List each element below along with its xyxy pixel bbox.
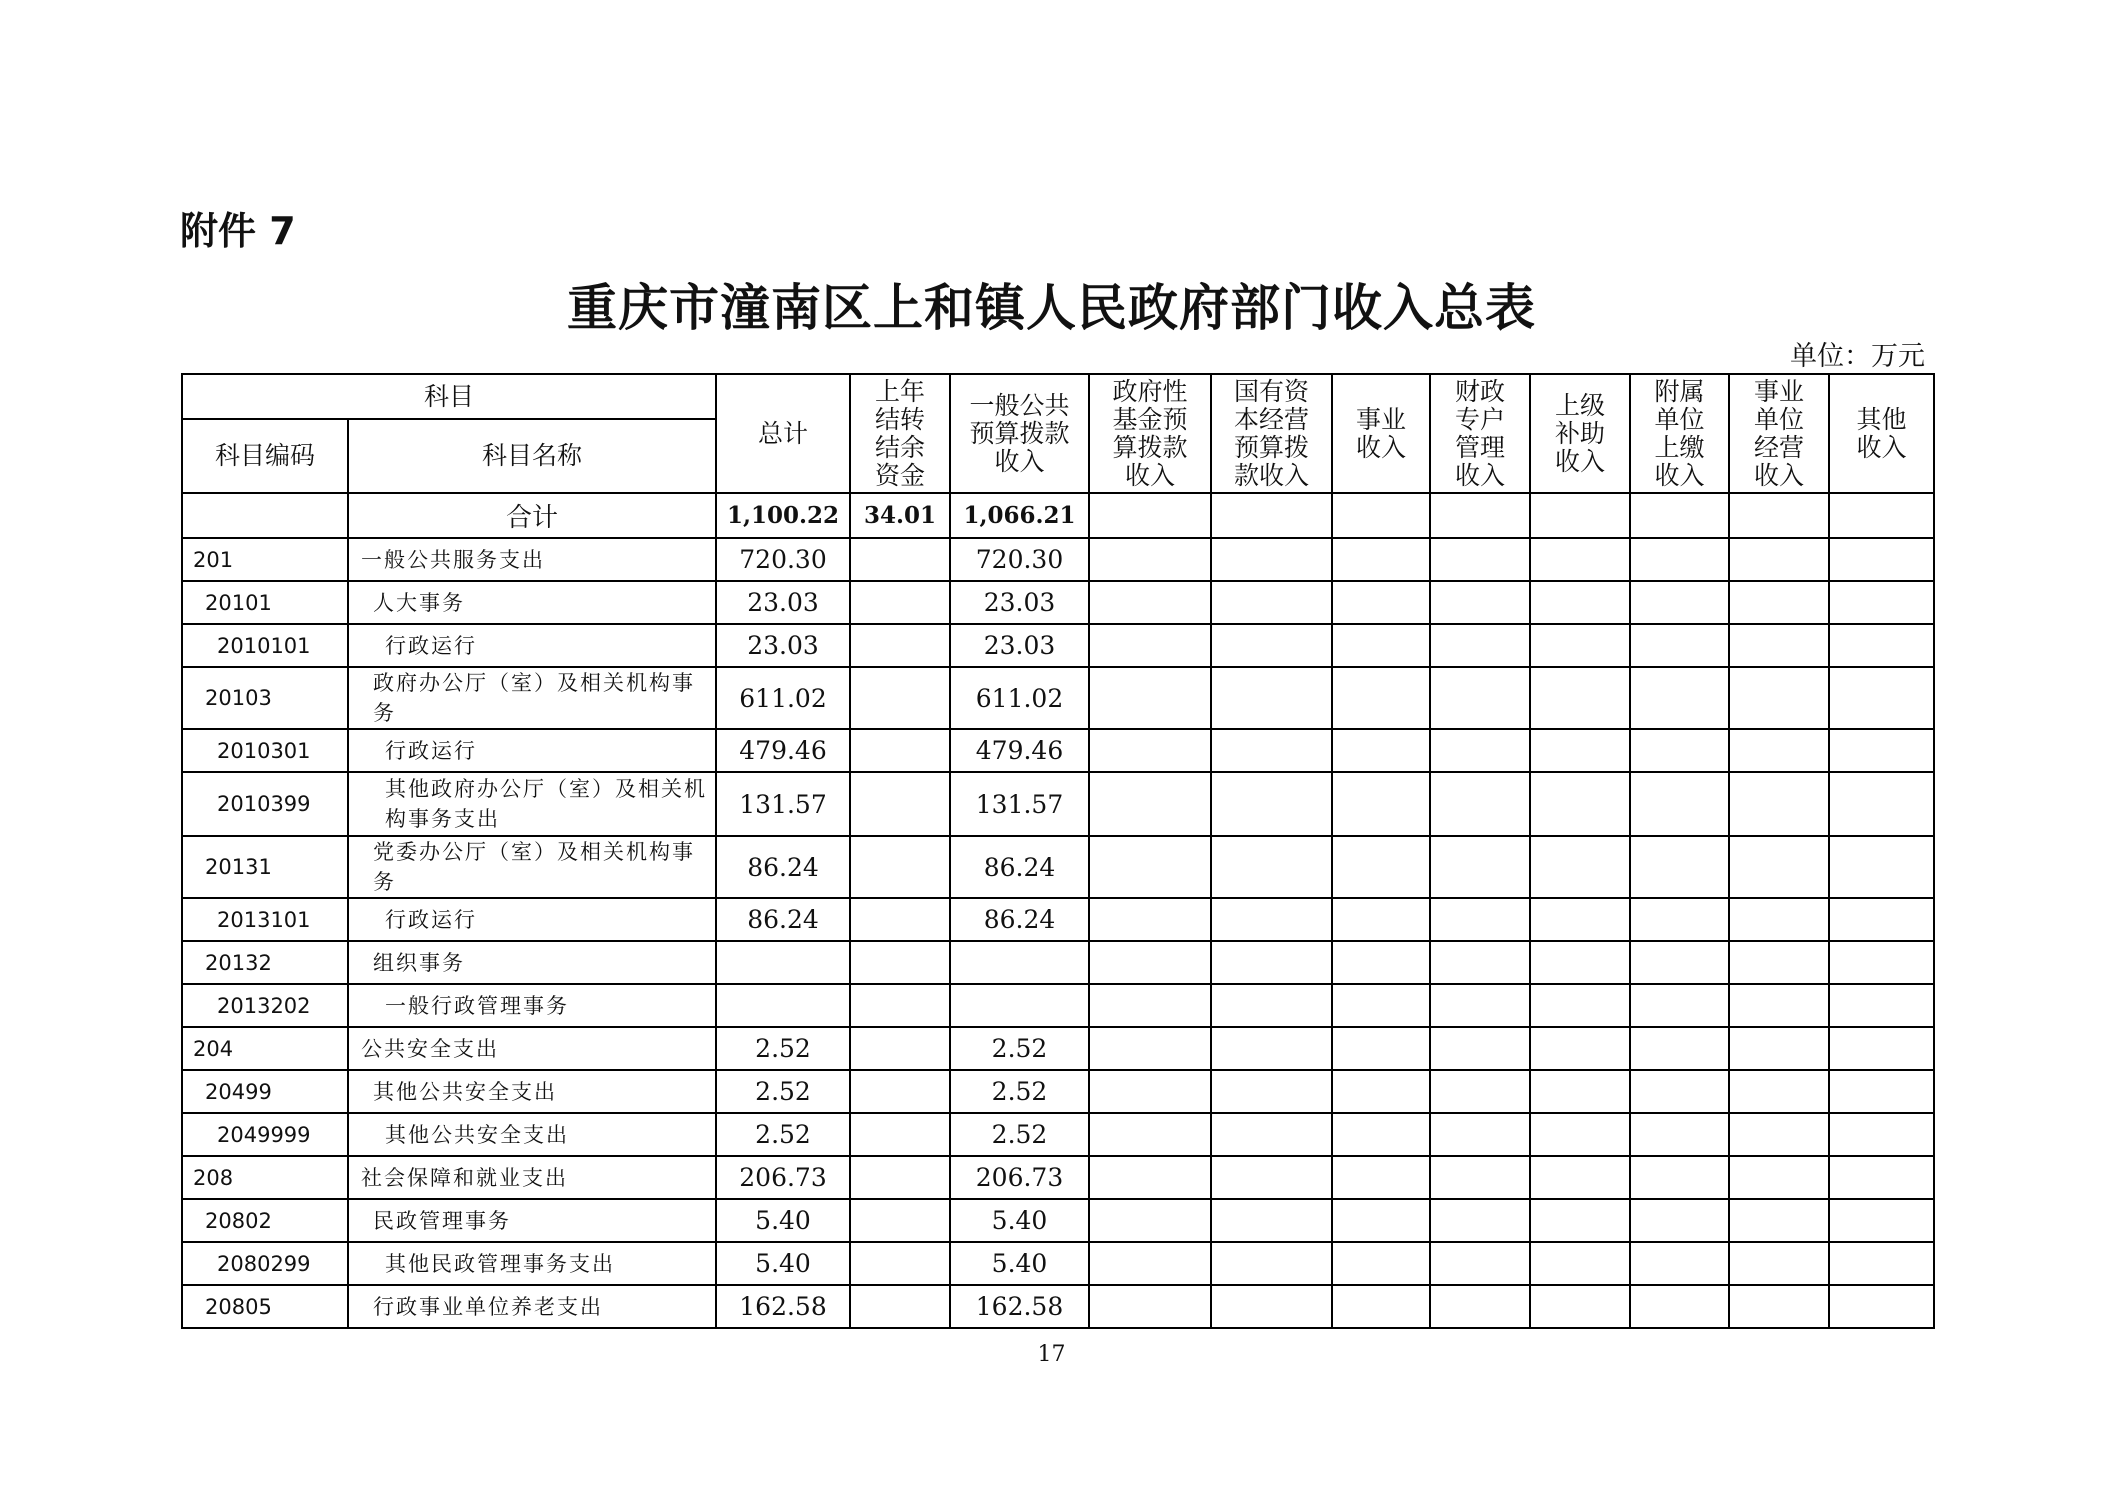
empty-cell	[1530, 1242, 1630, 1285]
empty-cell	[1630, 1285, 1729, 1328]
subject-name-cell: 行政运行	[348, 624, 716, 667]
empty-cell	[1530, 729, 1630, 772]
subject-name-cell: 其他政府办公厅（室）及相关机构事务支出	[348, 772, 716, 836]
empty-cell	[1729, 1156, 1829, 1199]
header-subject-code: 科目编码	[182, 419, 348, 493]
empty-cell	[1430, 941, 1530, 984]
empty-cell	[1211, 1199, 1332, 1242]
general-budget-cell: 2.52	[950, 1070, 1089, 1113]
empty-cell	[1089, 898, 1211, 941]
general-budget-cell: 5.40	[950, 1242, 1089, 1285]
empty-cell	[1729, 667, 1829, 729]
subject-code-cell: 2080299	[182, 1242, 348, 1285]
subject-group-header: 科目	[182, 374, 716, 419]
empty-cell	[1332, 1199, 1430, 1242]
total-cell: 206.73	[716, 1156, 850, 1199]
empty-cell	[1089, 1027, 1211, 1070]
total-cell: 720.30	[716, 538, 850, 581]
table-row	[182, 624, 1934, 667]
empty-cell	[1829, 1156, 1934, 1199]
general-budget-cell: 479.46	[950, 729, 1089, 772]
empty-cell	[1630, 1199, 1729, 1242]
table-row	[182, 667, 1934, 729]
subject-name-cell: 其他公共安全支出	[348, 1113, 716, 1156]
empty-cell	[1332, 493, 1430, 538]
empty-cell	[1530, 1113, 1630, 1156]
general-budget-cell: 23.03	[950, 624, 1089, 667]
empty-cell	[1430, 729, 1530, 772]
empty-cell	[1829, 941, 1934, 984]
carryover-cell	[850, 1156, 950, 1199]
general-budget-cell	[950, 941, 1089, 984]
header-subject-name: 科目名称	[348, 419, 716, 493]
empty-cell	[1530, 538, 1630, 581]
empty-cell	[1089, 941, 1211, 984]
empty-cell	[1829, 729, 1934, 772]
empty-cell	[1630, 538, 1729, 581]
empty-cell	[1430, 581, 1530, 624]
empty-cell	[1430, 836, 1530, 898]
subject-code-cell: 201	[182, 538, 348, 581]
empty-cell	[1630, 667, 1729, 729]
empty-cell	[1729, 493, 1829, 538]
empty-cell	[1430, 1070, 1530, 1113]
carryover-cell	[850, 1113, 950, 1156]
subject-code-cell: 20499	[182, 1070, 348, 1113]
page-number: 17	[1037, 1342, 1066, 1367]
empty-cell	[1630, 941, 1729, 984]
header-fiscal-special: 财政 专户 管理 收入	[1430, 374, 1530, 493]
empty-cell	[1089, 1156, 1211, 1199]
empty-cell	[1211, 581, 1332, 624]
empty-cell	[1332, 772, 1430, 836]
empty-cell	[1729, 1027, 1829, 1070]
empty-cell	[1630, 729, 1729, 772]
empty-cell	[1530, 772, 1630, 836]
empty-cell	[1211, 538, 1332, 581]
carryover-cell	[850, 624, 950, 667]
subject-code-cell: 2049999	[182, 1113, 348, 1156]
general-budget-cell: 86.24	[950, 898, 1089, 941]
empty-cell	[1729, 898, 1829, 941]
total-cell: 162.58	[716, 1285, 850, 1328]
subject-code-cell: 20103	[182, 667, 348, 729]
empty-cell	[1530, 493, 1630, 538]
general-budget-cell: 86.24	[950, 836, 1089, 898]
subject-name-cell: 行政运行	[348, 898, 716, 941]
subject-name-cell: 行政事业单位养老支出	[348, 1285, 716, 1328]
empty-cell	[1211, 624, 1332, 667]
carryover-cell	[850, 772, 950, 836]
empty-cell	[1089, 984, 1211, 1027]
table-row	[182, 1156, 1934, 1199]
empty-cell	[1630, 1113, 1729, 1156]
table-row	[182, 1285, 1934, 1328]
empty-cell	[1089, 1113, 1211, 1156]
empty-cell	[1430, 1285, 1530, 1328]
table-row	[182, 1027, 1934, 1070]
subject-code-cell: 20802	[182, 1199, 348, 1242]
empty-cell	[1089, 624, 1211, 667]
empty-cell	[1829, 1070, 1934, 1113]
carryover-cell	[850, 538, 950, 581]
empty-cell	[1829, 493, 1934, 538]
empty-cell	[1630, 984, 1729, 1027]
subject-name-cell: 民政管理事务	[348, 1199, 716, 1242]
empty-cell	[1630, 581, 1729, 624]
empty-cell	[1729, 1199, 1829, 1242]
empty-cell	[1729, 836, 1829, 898]
empty-cell	[1530, 898, 1630, 941]
document-title: 重庆市潼南区上和镇人民政府部门收入总表	[567, 278, 1536, 337]
empty-cell	[1630, 624, 1729, 667]
empty-cell	[1332, 581, 1430, 624]
empty-cell	[1729, 984, 1829, 1027]
empty-cell	[1430, 1113, 1530, 1156]
header-total: 总计	[716, 374, 850, 493]
subject-name-cell: 公共安全支出	[348, 1027, 716, 1070]
unit-label: 单位：万元	[1790, 341, 1925, 372]
empty-cell	[1630, 898, 1729, 941]
empty-cell	[1729, 581, 1829, 624]
total-cell: 2.52	[716, 1070, 850, 1113]
empty-cell	[1630, 772, 1729, 836]
general-budget-cell: 5.40	[950, 1199, 1089, 1242]
empty-cell	[1530, 941, 1630, 984]
table-row	[182, 538, 1934, 581]
subject-name-cell: 组织事务	[348, 941, 716, 984]
table-row	[182, 836, 1934, 898]
empty-cell	[1530, 1070, 1630, 1113]
general-budget-cell: 2.52	[950, 1027, 1089, 1070]
carryover-cell	[850, 667, 950, 729]
attachment-label: 附件 7	[180, 209, 296, 253]
subject-code-cell: 2013101	[182, 898, 348, 941]
empty-cell	[1332, 1285, 1430, 1328]
carryover-cell	[850, 1027, 950, 1070]
empty-cell	[1829, 581, 1934, 624]
total-row	[182, 493, 1934, 538]
empty-cell	[1211, 1070, 1332, 1113]
general-budget-cell: 611.02	[950, 667, 1089, 729]
general-budget-cell	[950, 984, 1089, 1027]
empty-cell	[1211, 729, 1332, 772]
general-budget-cell: 131.57	[950, 772, 1089, 836]
total-cell: 5.40	[716, 1199, 850, 1242]
carryover-cell	[850, 1199, 950, 1242]
total-general-budget: 1,066.21	[950, 493, 1089, 538]
empty-cell	[1630, 1242, 1729, 1285]
empty-cell	[1211, 984, 1332, 1027]
empty-cell	[1530, 1199, 1630, 1242]
table-row	[182, 1113, 1934, 1156]
subject-code-cell: 2010301	[182, 729, 348, 772]
empty-cell	[1829, 1199, 1934, 1242]
table-row	[182, 1199, 1934, 1242]
subject-name-cell: 政府办公厅（室）及相关机构事务	[348, 667, 716, 729]
general-budget-cell: 206.73	[950, 1156, 1089, 1199]
carryover-cell	[850, 729, 950, 772]
empty-cell	[1430, 1156, 1530, 1199]
subject-code-cell: 20805	[182, 1285, 348, 1328]
general-budget-cell: 720.30	[950, 538, 1089, 581]
header-business-income: 事业 收入	[1332, 374, 1430, 493]
empty-cell	[1729, 941, 1829, 984]
carryover-cell	[850, 898, 950, 941]
total-cell: 5.40	[716, 1242, 850, 1285]
general-budget-cell: 23.03	[950, 581, 1089, 624]
empty-cell	[1630, 1027, 1729, 1070]
empty-cell	[1430, 624, 1530, 667]
empty-cell	[1332, 667, 1430, 729]
subject-code-cell: 2010399	[182, 772, 348, 836]
header-general-budget: 一般公共 预算拨款 收入	[950, 374, 1089, 493]
total-code-cell	[182, 493, 348, 538]
empty-cell	[1332, 729, 1430, 772]
total-cell: 23.03	[716, 624, 850, 667]
empty-cell	[1089, 1199, 1211, 1242]
table-row	[182, 772, 1934, 836]
empty-cell	[1332, 836, 1430, 898]
empty-cell	[1530, 1027, 1630, 1070]
subject-code-cell: 20132	[182, 941, 348, 984]
empty-cell	[1430, 1242, 1530, 1285]
empty-cell	[1211, 941, 1332, 984]
empty-cell	[1530, 1156, 1630, 1199]
empty-cell	[1829, 836, 1934, 898]
empty-cell	[1332, 1156, 1430, 1199]
total-cell: 2.52	[716, 1113, 850, 1156]
empty-cell	[1211, 836, 1332, 898]
subject-name-cell: 其他公共安全支出	[348, 1070, 716, 1113]
empty-cell	[1332, 898, 1430, 941]
empty-cell	[1729, 624, 1829, 667]
header-affiliated-payment: 附属 单位 上缴 收入	[1630, 374, 1729, 493]
empty-cell	[1729, 1070, 1829, 1113]
empty-cell	[1829, 772, 1934, 836]
empty-cell	[1211, 1156, 1332, 1199]
empty-cell	[1430, 1199, 1530, 1242]
table-row	[182, 1242, 1934, 1285]
empty-cell	[1829, 1027, 1934, 1070]
empty-cell	[1829, 1113, 1934, 1156]
empty-cell	[1332, 1113, 1430, 1156]
empty-cell	[1089, 581, 1211, 624]
empty-cell	[1211, 1027, 1332, 1070]
empty-cell	[1211, 898, 1332, 941]
header-gov-fund: 政府性 基金预 算拨款 收入	[1089, 374, 1211, 493]
subject-code-cell: 208	[182, 1156, 348, 1199]
subject-code-cell: 2013202	[182, 984, 348, 1027]
header-superior-subsidy: 上级 补助 收入	[1530, 374, 1630, 493]
empty-cell	[1729, 1113, 1829, 1156]
empty-cell	[1630, 1070, 1729, 1113]
header-carryover: 上年 结转 结余 资金	[850, 374, 950, 493]
total-cell: 611.02	[716, 667, 850, 729]
total-cell	[716, 984, 850, 1027]
carryover-cell	[850, 1242, 950, 1285]
carryover-cell	[850, 941, 950, 984]
empty-cell	[1332, 1242, 1430, 1285]
empty-cell	[1530, 984, 1630, 1027]
empty-cell	[1430, 667, 1530, 729]
empty-cell	[1211, 772, 1332, 836]
carryover-cell	[850, 581, 950, 624]
empty-cell	[1430, 1027, 1530, 1070]
empty-cell	[1332, 1070, 1430, 1113]
header-other-income: 其他 收入	[1829, 374, 1934, 493]
subject-name-cell: 行政运行	[348, 729, 716, 772]
empty-cell	[1089, 493, 1211, 538]
carryover-cell	[850, 1070, 950, 1113]
total-cell: 131.57	[716, 772, 850, 836]
empty-cell	[1332, 1027, 1430, 1070]
empty-cell	[1729, 1285, 1829, 1328]
empty-cell	[1829, 1285, 1934, 1328]
empty-cell	[1829, 984, 1934, 1027]
subject-name-cell: 人大事务	[348, 581, 716, 624]
empty-cell	[1829, 667, 1934, 729]
empty-cell	[1430, 493, 1530, 538]
empty-cell	[1211, 1285, 1332, 1328]
subject-code-cell: 204	[182, 1027, 348, 1070]
table-row	[182, 729, 1934, 772]
header-state-capital: 国有资 本经营 预算拨 款收入	[1211, 374, 1332, 493]
table-row	[182, 581, 1934, 624]
subject-code-cell: 20101	[182, 581, 348, 624]
empty-cell	[1729, 772, 1829, 836]
subject-code-cell: 20131	[182, 836, 348, 898]
total-cell: 86.24	[716, 898, 850, 941]
empty-cell	[1729, 729, 1829, 772]
header-business-operation: 事业 单位 经营 收入	[1729, 374, 1829, 493]
empty-cell	[1530, 1285, 1630, 1328]
income-summary-table	[181, 373, 1935, 1329]
empty-cell	[1089, 538, 1211, 581]
total-cell: 23.03	[716, 581, 850, 624]
empty-cell	[1430, 538, 1530, 581]
empty-cell	[1430, 772, 1530, 836]
empty-cell	[1630, 1156, 1729, 1199]
empty-cell	[1089, 1242, 1211, 1285]
empty-cell	[1211, 1242, 1332, 1285]
empty-cell	[1332, 538, 1430, 581]
empty-cell	[1089, 1285, 1211, 1328]
table-row	[182, 984, 1934, 1027]
carryover-cell	[850, 1285, 950, 1328]
empty-cell	[1729, 1242, 1829, 1285]
empty-cell	[1332, 624, 1430, 667]
general-budget-cell: 162.58	[950, 1285, 1089, 1328]
subject-name-cell: 一般行政管理事务	[348, 984, 716, 1027]
subject-name-cell: 党委办公厅（室）及相关机构事务	[348, 836, 716, 898]
total-amount: 1,100.22	[716, 493, 850, 538]
empty-cell	[1829, 898, 1934, 941]
empty-cell	[1729, 538, 1829, 581]
empty-cell	[1430, 898, 1530, 941]
empty-cell	[1530, 667, 1630, 729]
empty-cell	[1829, 624, 1934, 667]
table-row	[182, 898, 1934, 941]
empty-cell	[1211, 1113, 1332, 1156]
total-cell: 2.52	[716, 1027, 850, 1070]
empty-cell	[1829, 1242, 1934, 1285]
empty-cell	[1430, 984, 1530, 1027]
carryover-cell	[850, 836, 950, 898]
general-budget-cell: 2.52	[950, 1113, 1089, 1156]
subject-name-cell: 一般公共服务支出	[348, 538, 716, 581]
empty-cell	[1089, 667, 1211, 729]
empty-cell	[1630, 493, 1729, 538]
empty-cell	[1089, 772, 1211, 836]
empty-cell	[1332, 941, 1430, 984]
total-cell	[716, 941, 850, 984]
empty-cell	[1089, 836, 1211, 898]
empty-cell	[1089, 1070, 1211, 1113]
empty-cell	[1630, 836, 1729, 898]
table-row	[182, 941, 1934, 984]
total-cell: 479.46	[716, 729, 850, 772]
total-carryover: 34.01	[850, 493, 950, 538]
subject-name-cell: 其他民政管理事务支出	[348, 1242, 716, 1285]
empty-cell	[1530, 581, 1630, 624]
empty-cell	[1829, 538, 1934, 581]
empty-cell	[1332, 984, 1430, 1027]
subject-name-cell: 社会保障和就业支出	[348, 1156, 716, 1199]
empty-cell	[1089, 729, 1211, 772]
empty-cell	[1530, 624, 1630, 667]
empty-cell	[1211, 493, 1332, 538]
table-row	[182, 1070, 1934, 1113]
total-label: 合计	[348, 493, 716, 538]
empty-cell	[1211, 667, 1332, 729]
subject-code-cell: 2010101	[182, 624, 348, 667]
total-cell: 86.24	[716, 836, 850, 898]
empty-cell	[1530, 836, 1630, 898]
carryover-cell	[850, 984, 950, 1027]
